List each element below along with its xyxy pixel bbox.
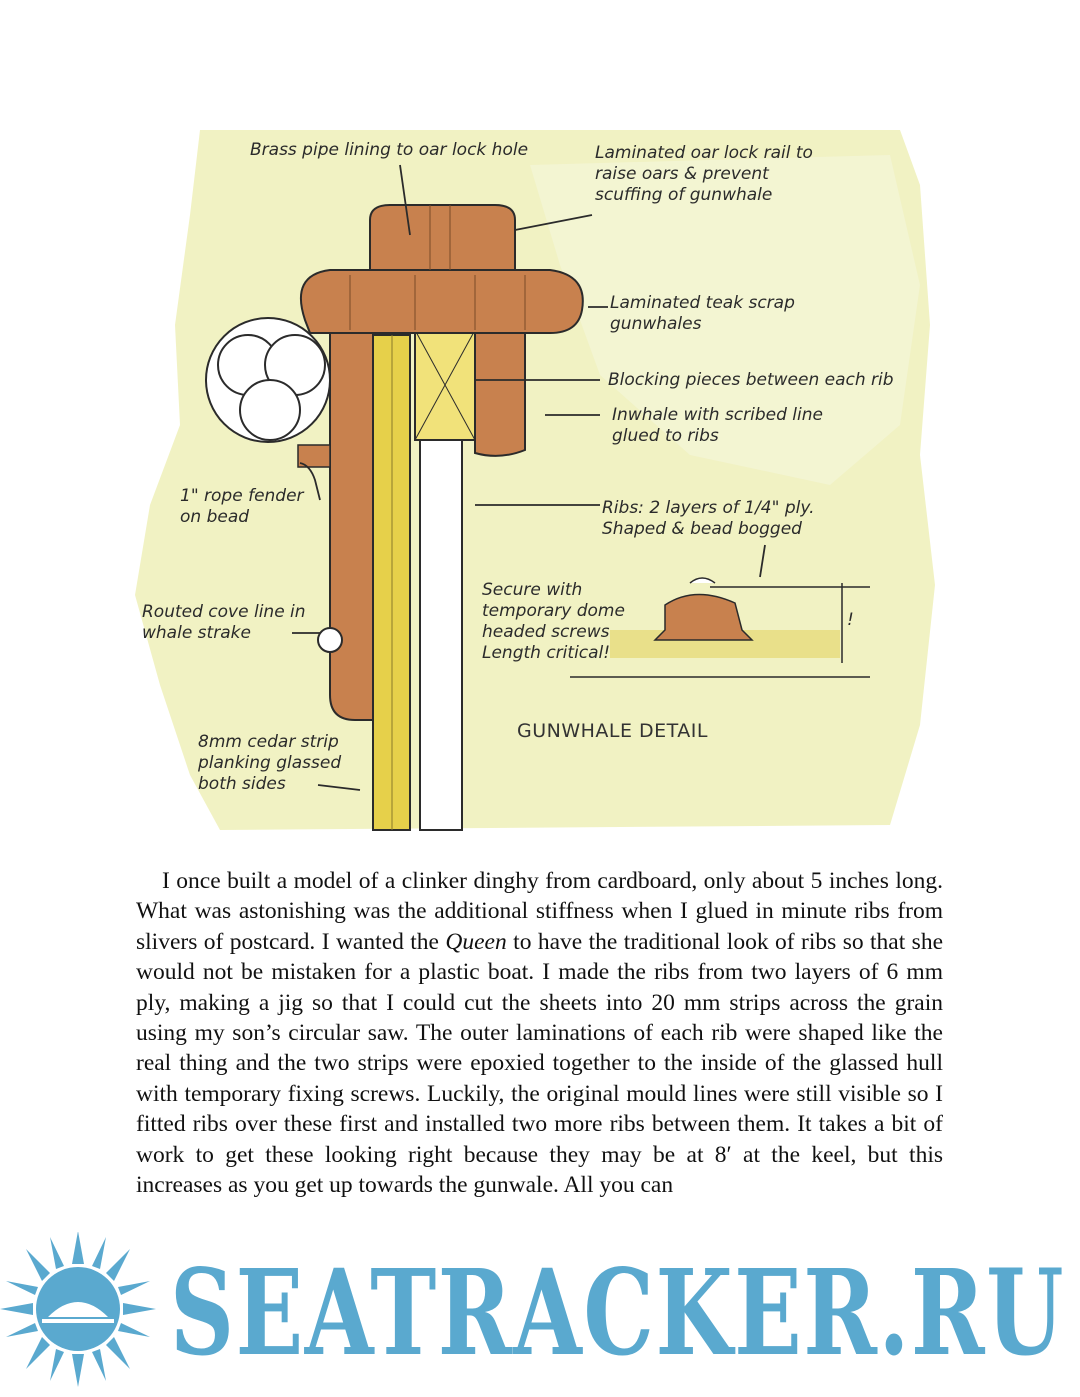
figure-title: GUNWHALE DETAIL: [517, 720, 708, 742]
label-inwhale-line2: glued to ribs: [612, 426, 719, 446]
label-oar-rail-line1: Laminated oar lock rail to: [595, 143, 813, 163]
label-blocking: Blocking pieces between each rib: [608, 370, 894, 390]
boat-name: Queen: [445, 928, 507, 955]
gunwhale-detail-illustration: [130, 125, 950, 837]
seatracker-watermark: [0, 1232, 1080, 1397]
label-secure-line3: headed screws: [482, 622, 610, 642]
body-paragraph: [136, 866, 943, 1200]
body-text-part1: I once built a model of a clinker dinghy from cardboard, only about 5 inches long. What was astonishing was the additional stiffness when I glued in minute ribs from slivers of postcard. I wanted the: [136, 868, 943, 955]
label-teak-line1: Laminated teak scrap: [610, 293, 795, 313]
label-secure-line1: Secure with: [482, 580, 583, 600]
whale-strake: [330, 325, 373, 720]
label-ribs-line1: Ribs: 2 layers of 1/4" ply.: [602, 498, 815, 518]
label-secure-line2: temporary dome: [482, 601, 625, 621]
label-fender-line2: on bead: [180, 507, 250, 527]
label-cedar-line3: both sides: [198, 774, 286, 794]
rib: [420, 435, 462, 830]
label-brass-pipe: Brass pipe lining to oar lock hole: [250, 140, 529, 160]
teak-gunwhale: [301, 270, 583, 333]
label-oar-rail-line2: raise oars & prevent: [595, 164, 769, 184]
label-ribs-line2: Shaped & bead bogged: [602, 519, 802, 539]
label-secure-line4: Length critical!: [482, 643, 611, 663]
label-teak-line2: gunwhales: [610, 314, 702, 334]
inwhale: [475, 325, 525, 456]
oar-lock-rail: [370, 205, 515, 270]
rope-fender: [206, 318, 330, 442]
sun-logo-icon: [0, 1232, 156, 1387]
body-text-part2: to have the traditional look of ribs so that she would not be mistaken for a plastic boat. I made the ribs from two layers of 6 mm ply, making a jig so that I could cut the sheets into 20 mm strips across the grain using my son’s circular saw. The outer laminations of each rib were shaped like the real thing and the two strips were epoxied together to the inside of the glassed hull with temporary fixing screws. Luckily, the original mould lines were still visible so I fitted ribs over these first and installed two more ribs between them. It takes a bit of work to get these looking right because they may be at 8′ at the keel, but this increases as you get up towards the gunwale. All you can: [136, 928, 944, 1199]
label-inwhale-line1: Inwhale with scribed line: [612, 405, 823, 425]
label-cove-line1: Routed cove line in: [142, 602, 306, 622]
label-fender-line1: 1" rope fender: [180, 486, 304, 506]
watermark-text: SEATRACKER.RU: [170, 1243, 1065, 1382]
label-cove-line2: whale strake: [142, 623, 251, 643]
label-cedar-line2: planking glassed: [198, 753, 342, 773]
label-cedar-line1: 8mm cedar strip: [198, 732, 339, 752]
label-oar-rail-line3: scuffing of gunwhale: [595, 185, 773, 205]
label-length-mark: !: [847, 610, 854, 630]
